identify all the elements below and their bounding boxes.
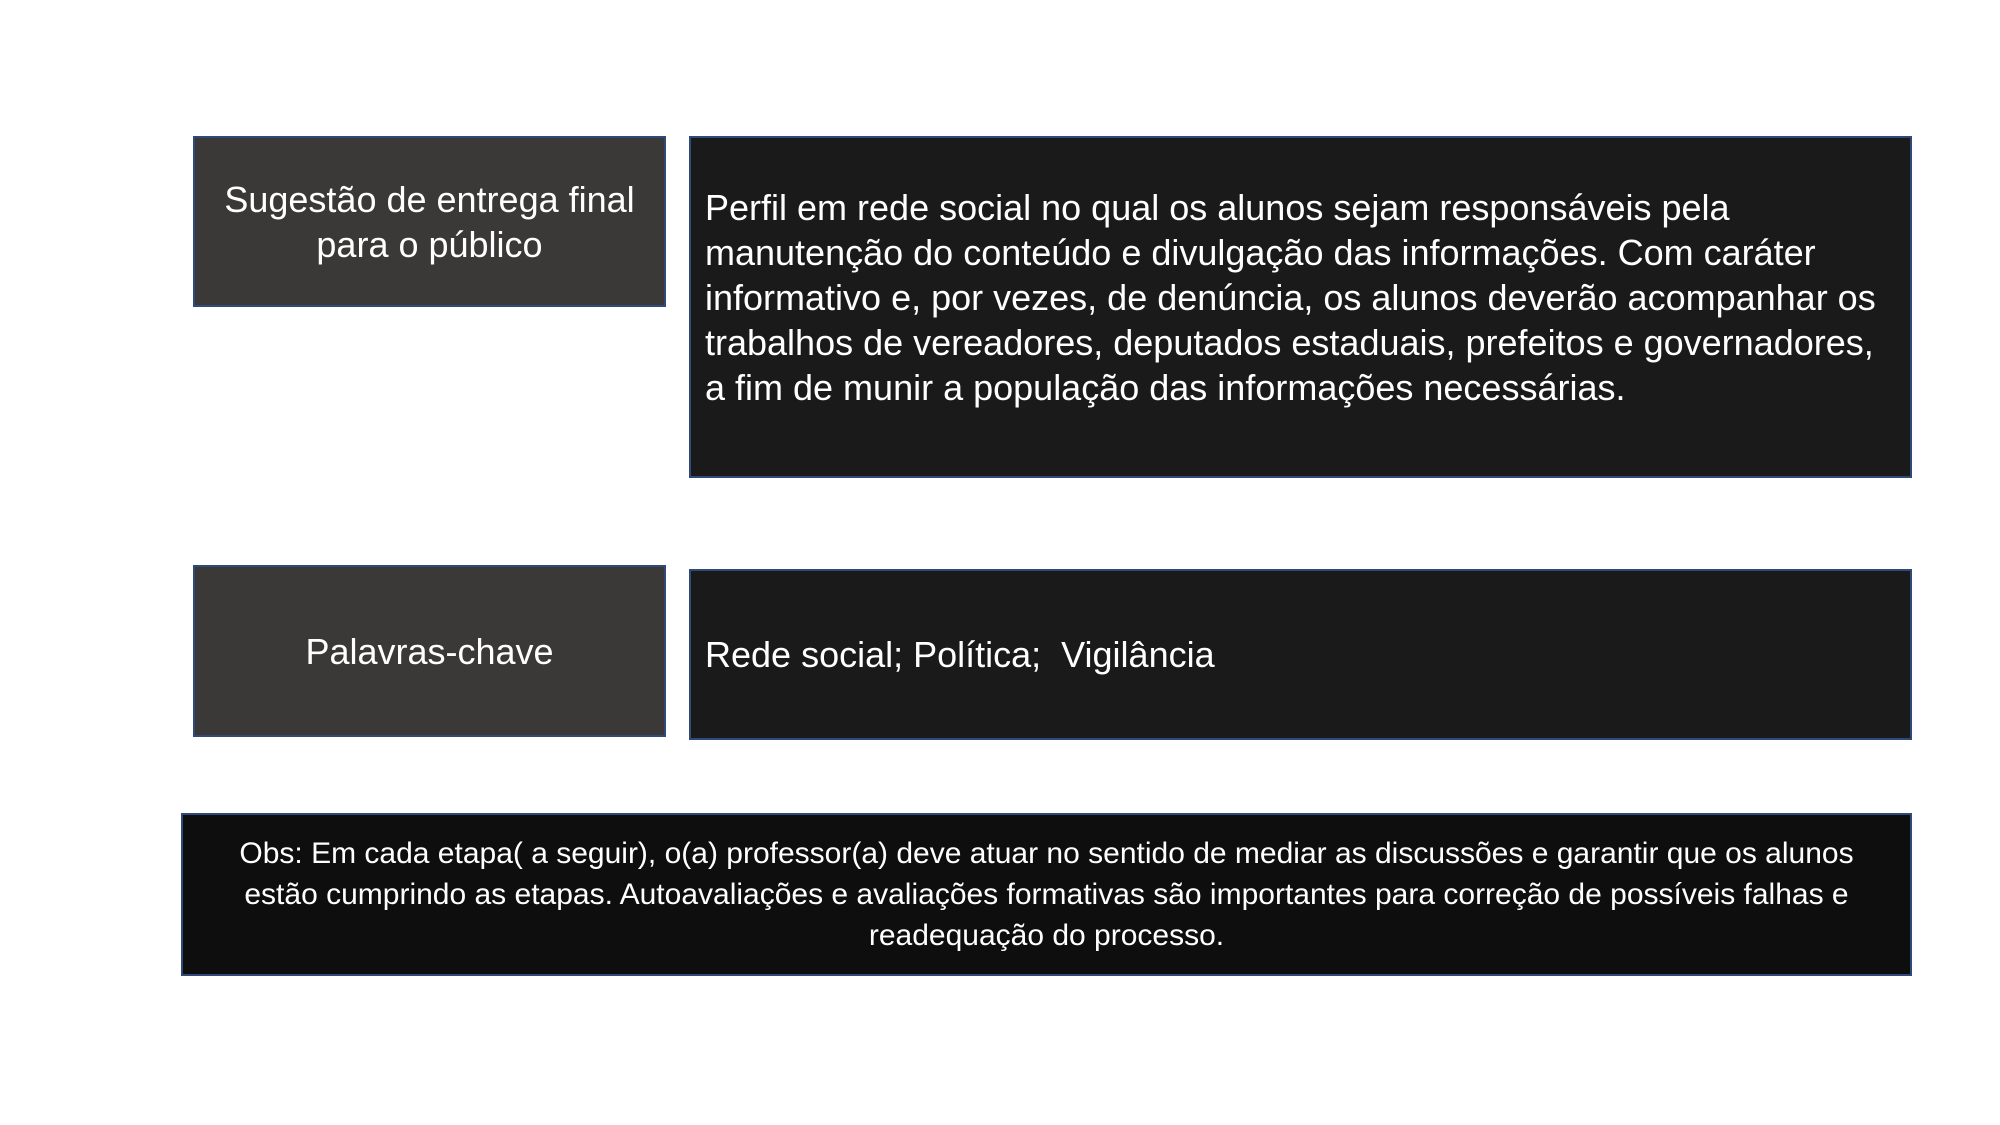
delivery-suggestion-content-box [689,136,1912,478]
delivery-suggestion-text: Perfil em rede social no qual os alunos sejam responsáveis pela manutenção do conteúdo e divulgação das informações. Com caráter informativo e, por vezes, de denúncia, os alunos deverão acompanhar os trabalhos de vereadores, deputados estaduais, prefeitos e governadores, a fim de munir a população das informações necessárias. [705,186,1876,408]
keywords-label-box [193,565,666,737]
keywords-text: Rede social; Política; Vigilância [705,634,1215,675]
observation-note-text: Obs: Em cada etapa( a seguir), o(a) professor(a) deve atuar no sentido de mediar as discussões e garantir que os alunos estão cumprindo as etapas. Autoavaliações e avaliações formativas são importantes para correção de possíveis falhas e readequação do processo. [239,837,1854,952]
keywords-content-box [689,569,1912,740]
keywords-label: Palavras-chave [305,630,554,672]
delivery-suggestion-label: Sugestão de entrega final para o público [224,178,635,265]
observation-note-box [181,813,1912,976]
delivery-suggestion-label-box [193,136,666,307]
